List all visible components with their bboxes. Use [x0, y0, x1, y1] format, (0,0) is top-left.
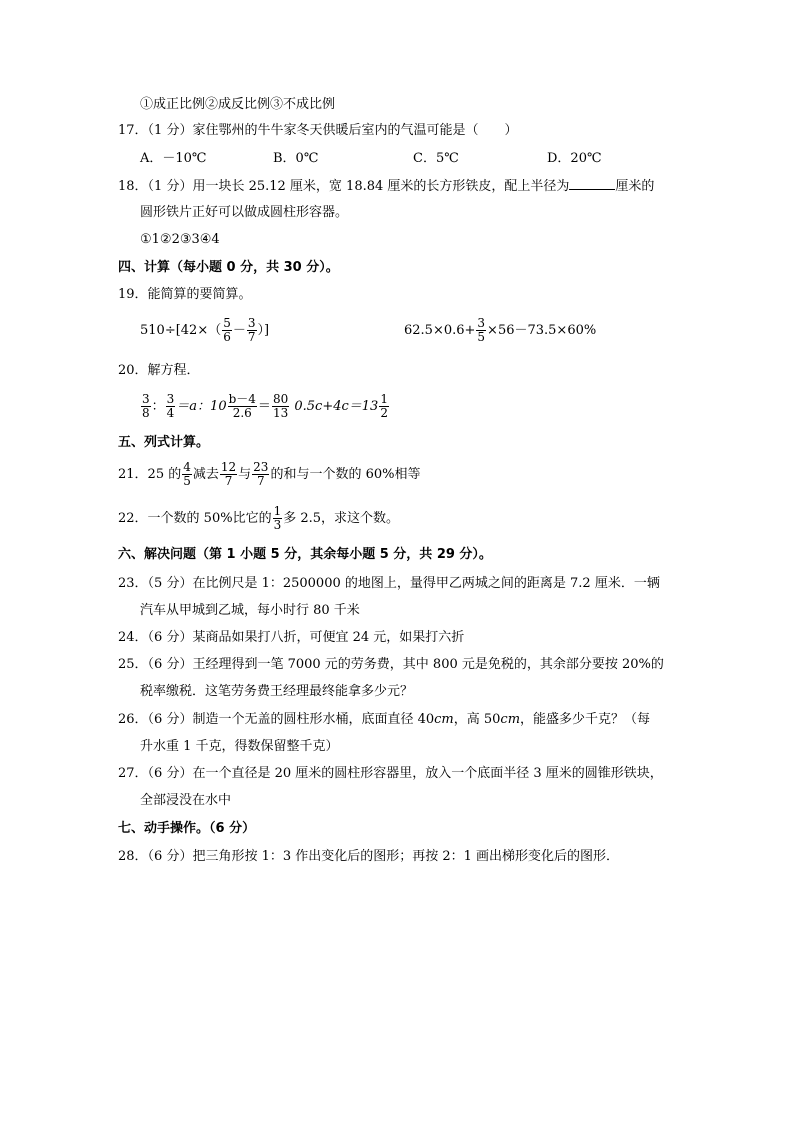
- fraction: $\frac{4}{5}$: [183, 460, 191, 488]
- option-c: C．5℃: [413, 151, 459, 166]
- question-19: 19．能简算的要简算。: [118, 287, 252, 302]
- fraction: $\frac{80}{13}$: [272, 392, 289, 420]
- fraction: $\frac{12}{7}$: [220, 460, 237, 488]
- question-26-cont: 升水重 1 千克，得数保留整千克）: [140, 739, 339, 754]
- fraction: $\frac{3}{4}$: [166, 392, 175, 420]
- question-20: 20．解方程．: [118, 363, 200, 378]
- fraction: $\frac{b-4}{2.6}$: [228, 392, 256, 420]
- question-19-expr-b: 62.5×0.6+ $\frac{3}{5}$ ×56－73.5×60%: [404, 316, 597, 344]
- question-25-cont: 税率缴税．这笔劳务费王经理最终能拿多少元？: [140, 684, 414, 699]
- question-27-cont: 全部浸没在水中: [140, 793, 232, 808]
- fraction: $\frac{5}{6}$: [223, 316, 231, 344]
- question-18-options: ①1②2③3④4: [140, 232, 220, 247]
- question-20-equations: $\frac{3}{8}$ ： $\frac{3}{4}$ ＝a：10 $\frac{b-4}{2.6}$ ＝ $\frac{80}{13}$ 0.5c+4c＝13 $\frac{1}{2}$: [142, 392, 388, 420]
- section-heading-5: 五、列式计算。: [118, 435, 210, 450]
- fraction: $\frac{23}{7}$: [253, 460, 269, 488]
- question-24: 24．（6 分）某商品如果打八折，可便宜 24 元，如果打六折: [118, 630, 465, 645]
- option-a: A．－10℃: [140, 151, 207, 166]
- question-28: 28．（6 分）把三角形按 1：3 作出变化后的图形；再按 2：1 画出梯形变化后的图形．: [118, 849, 620, 864]
- question-23: 23．（5 分）在比例尺是 1：2500000 的地图上，量得甲乙两城之间的距离是 7.2 厘米．一辆: [118, 576, 660, 591]
- option-list-q16: ①成正比例②成反比例③不成比例: [140, 97, 336, 112]
- option-d: D．20℃: [547, 151, 602, 166]
- question-18-cont: 圆形铁片正好可以做成圆柱形容器。: [140, 205, 349, 220]
- section-heading-6: 六、解决问题（第 1 小题 5 分，其余每小题 5 分，共 29 分）。: [118, 547, 492, 562]
- fraction: $\frac{3}{7}$: [247, 316, 256, 344]
- question-27: 27．（6 分）在一个直径是 20 厘米的圆柱形容器里，放入一个底面半径 3 厘米的圆锥形铁块，: [118, 766, 663, 781]
- fraction: $\frac{1}{3}$: [273, 504, 282, 532]
- question-19-expr-a: 510÷[42×（ $\frac{5}{6}$ － $\frac{3}{7}$ ）]: [140, 316, 270, 344]
- option-b: B．0℃: [273, 151, 319, 166]
- question-21: 21．25 的 $\frac{4}{5}$ 减去 $\frac{12}{7}$ 与 $\frac{23}{7}$ 的和与一个数的 60%相等: [118, 460, 421, 488]
- fraction: $\frac{1}{2}$: [380, 392, 388, 420]
- fraction: $\frac{3}{5}$: [477, 316, 486, 344]
- question-22: 22．一个数的 50%比它的 $\frac{1}{3}$ 多 2.5，求这个数。: [118, 504, 400, 532]
- question-25: 25．（6 分）王经理得到一笔 7000 元的劳务费，其中 800 元是免税的，其余部分要按 20%的: [118, 657, 664, 672]
- question-18: 18．（1 分）用一块长 25.12 厘米，宽 18.84 厘米的长方形铁皮，配上半径为 厘米的: [118, 179, 655, 194]
- question-23-cont: 汽车从甲城到乙城，每小时行 80 千米: [140, 603, 360, 618]
- question-26: 26．（6 分）制造一个无盖的圆柱形水桶，底面直径 40cm，高 50cm，能盛多少千克？（每: [118, 712, 651, 727]
- question-17: 17．（1 分）家住鄂州的牛牛家冬天供暖后室内的气温可能是（ ）: [118, 123, 518, 138]
- fraction: $\frac{3}{8}$: [142, 392, 150, 420]
- section-heading-7: 七、动手操作。（6 分）: [118, 821, 256, 836]
- section-heading-4: 四、计算（每小题 0 分，共 30 分）。: [118, 260, 339, 275]
- answer-blank: [569, 177, 615, 190]
